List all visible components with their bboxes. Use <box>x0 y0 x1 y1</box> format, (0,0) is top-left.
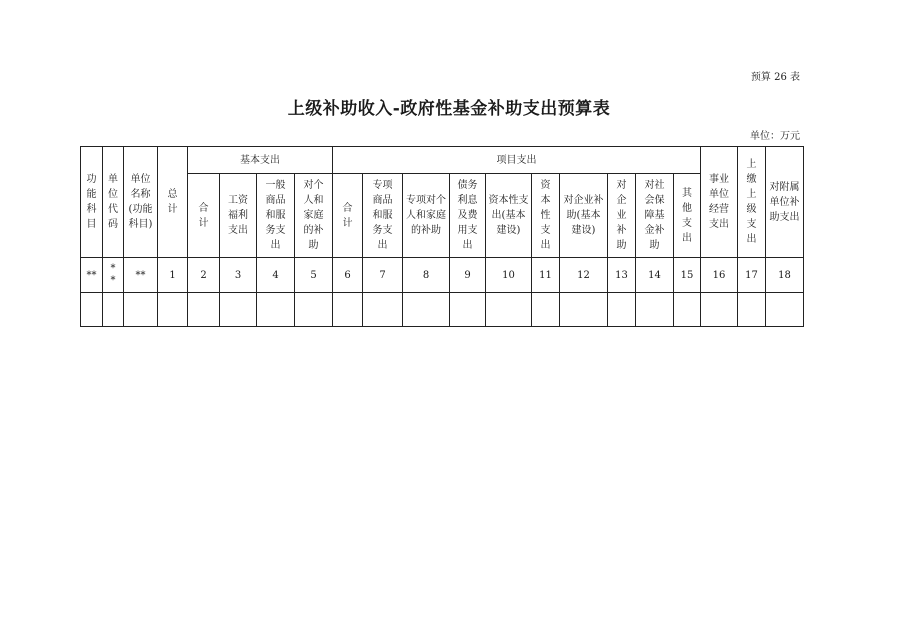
header-project-capital <box>532 174 560 258</box>
table-cell: 2 <box>188 258 220 293</box>
header-basic-subtotal <box>188 174 220 258</box>
table-cell: 15 <box>674 258 701 293</box>
header-text: 对个人和家庭的补助 <box>303 180 324 251</box>
header-text: 一般商品和服务支出 <box>265 180 286 251</box>
header-text: 合计 <box>342 202 353 229</box>
header-basic-wages <box>220 174 257 258</box>
header-row-1 <box>81 147 804 174</box>
header-text: 功能科目 <box>86 174 97 230</box>
cell-text: ** <box>86 269 97 281</box>
header-project-debt-interest <box>450 174 486 258</box>
table-cell: 7 <box>363 258 403 293</box>
header-text: 对附属单位补助支出 <box>769 181 800 223</box>
table-cell <box>738 293 766 327</box>
table-cell <box>103 258 124 293</box>
table-cell <box>158 293 188 327</box>
header-text: 其他支出 <box>682 187 692 244</box>
cell-text: ** <box>110 263 116 286</box>
header-text: 工资福利支出 <box>228 195 248 236</box>
header-project-other <box>674 174 701 258</box>
header-text: 对社会保障基金补助 <box>644 180 665 251</box>
table-cell: 4 <box>257 258 295 293</box>
table-cell <box>636 293 674 327</box>
table-cell: 5 <box>295 258 333 293</box>
header-text: 资本性支出 <box>540 180 551 251</box>
unit-label: 单位：万元 <box>750 131 800 142</box>
table-cell <box>403 293 450 327</box>
table-cell: 11 <box>532 258 560 293</box>
table-cell <box>608 293 636 327</box>
table-cell: 3 <box>220 258 257 293</box>
header-basic-group: 基本支出 <box>188 147 333 174</box>
table-cell <box>333 293 363 327</box>
table-cell: 9 <box>450 258 486 293</box>
header-project-group: 项目支出 <box>333 147 701 174</box>
header-text: 对企业补助(基本建设) <box>563 195 604 236</box>
table-cell <box>295 293 333 327</box>
table-cell <box>363 293 403 327</box>
table-cell: 6 <box>333 258 363 293</box>
header-text: 总计 <box>167 189 178 215</box>
header-row-2 <box>81 174 804 258</box>
page-title: 上级补助收入-政府性基金补助支出预算表 <box>287 99 611 119</box>
header-project-capital-construction <box>486 174 532 258</box>
header-project-social-security <box>636 174 674 258</box>
table-cell <box>81 258 103 293</box>
header-text: 专项商品和服务支出 <box>372 180 393 251</box>
table-cell: 10 <box>486 258 532 293</box>
header-basic-goods-services <box>257 174 295 258</box>
header-project-subtotal <box>333 174 363 258</box>
form-number: 预算 26 表 <box>750 72 800 83</box>
table-cell <box>560 293 608 327</box>
number-row <box>81 258 804 293</box>
header-text: 事业单位经营支出 <box>709 174 729 230</box>
table-cell <box>81 293 103 327</box>
header-unit-name <box>124 147 158 258</box>
budget-table <box>80 146 804 327</box>
table-cell <box>674 293 701 327</box>
header-text: 单位名称(功能科目) <box>128 174 153 230</box>
header-text: 对企业补助 <box>616 180 627 251</box>
header-basic-individual-family <box>295 174 333 258</box>
header-text: 资本性支出(基本建设) <box>488 195 529 236</box>
data-row-empty <box>81 293 804 327</box>
table-cell <box>486 293 532 327</box>
table-cell: 1 <box>158 258 188 293</box>
header-unit-code <box>103 147 124 258</box>
table-cell <box>188 293 220 327</box>
table-cell: ** <box>124 258 158 293</box>
table-cell <box>257 293 295 327</box>
table-cell <box>766 293 804 327</box>
header-func-subject <box>81 147 103 258</box>
header-project-enterprise-construction <box>560 174 608 258</box>
header-affiliated <box>766 147 804 258</box>
table-cell: 16 <box>701 258 738 293</box>
header-project-enterprise <box>608 174 636 258</box>
table-cell <box>124 293 158 327</box>
table-cell: 17 <box>738 258 766 293</box>
table-cell: 18 <box>766 258 804 293</box>
table-cell <box>532 293 560 327</box>
header-project-individual-family <box>403 174 450 258</box>
table-cell: 12 <box>560 258 608 293</box>
table-cell: 8 <box>403 258 450 293</box>
table-cell <box>220 293 257 327</box>
header-text: 合计 <box>198 202 209 229</box>
header-text: 专项对个人和家庭的补助 <box>406 195 446 236</box>
header-turn-over <box>738 147 766 258</box>
header-total <box>158 147 188 258</box>
header-text: 债务利息及费用支出 <box>457 180 478 251</box>
header-business-operation <box>701 147 738 258</box>
table-cell: 13 <box>608 258 636 293</box>
header-text: 单位代码 <box>108 174 118 230</box>
table-cell <box>701 293 738 327</box>
table-cell <box>103 293 124 327</box>
header-text: 上缴上级支出 <box>746 159 757 245</box>
header-project-goods-services <box>363 174 403 258</box>
table-cell: 14 <box>636 258 674 293</box>
table-cell <box>450 293 486 327</box>
